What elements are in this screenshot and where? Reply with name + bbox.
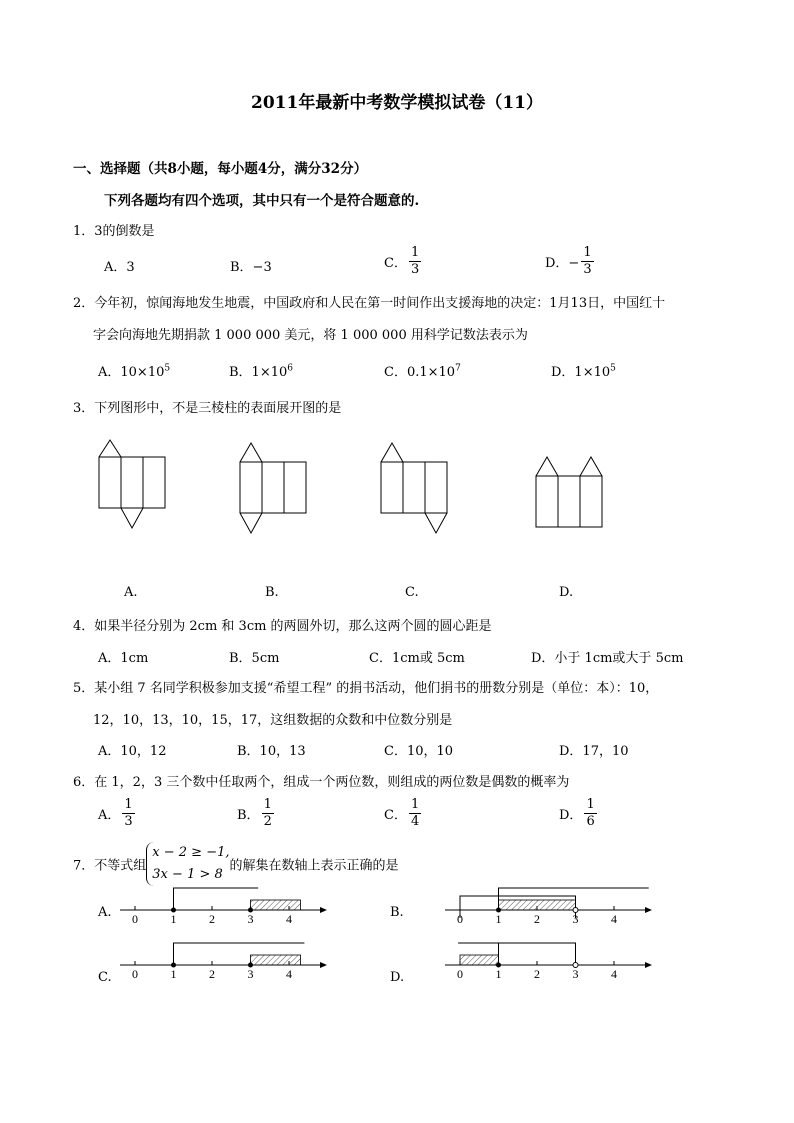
q6-stem: 6．在 1，2，3 三个数中任取两个，组成一个两位数，则组成的两位数是偶数的概率为 <box>73 775 570 790</box>
q2-stem-line2: 字会向海地先期捐款 1 000 000 美元，将 1 000 000 用科学记数法表示为 <box>93 328 528 343</box>
tick-label: 3 <box>247 912 254 926</box>
tick-label: 0 <box>457 967 463 981</box>
q3-label-d: D. <box>559 585 574 600</box>
q3-label-b: B. <box>265 585 279 600</box>
q3-figure-d <box>532 452 612 532</box>
q1-option-b: B．−3 <box>230 260 272 275</box>
tick-label: 3 <box>247 967 254 981</box>
tick-label: 4 <box>286 912 292 926</box>
tick-label: 1 <box>495 967 502 981</box>
q7-label-a: A. <box>98 905 112 920</box>
tick-label: 2 <box>209 967 215 981</box>
q7-numberline-a <box>120 880 330 930</box>
q7-stem: 7．不等式组 x − 2 ≥ −1, 3x − 1 > 8 的解集在数轴上表示正确的是 <box>73 842 399 886</box>
page-title: 2011年最新中考数学模拟试卷（11） <box>251 93 543 113</box>
q4-option-b: B．5cm <box>229 651 280 666</box>
q2-stem-line1: 2．今年初，惊闻海地发生地震，中国政府和人民在第一时间作出支援海地的决定：1月13日，中国红十 <box>73 296 666 311</box>
q3-figure-a <box>95 440 175 535</box>
q3-label-a: A. <box>124 585 138 600</box>
q5-option-b: B．10，13 <box>237 744 306 759</box>
tick-label: 1 <box>495 912 502 926</box>
q7-label-d: D. <box>390 970 405 985</box>
q4-stem: 4．如果半径分别为 2cm 和 3cm 的两圆外切，那么这两个圆的圆心距是 <box>73 619 492 634</box>
q5-stem-line2: 12，10，13，10，15，17，这组数据的众数和中位数分别是 <box>93 713 453 728</box>
section-instruction: 下列各题均有四个选项，其中只有一个是符合题意的. <box>104 193 420 209</box>
q2-option-d: D．$1\times 10^5$ <box>551 363 616 380</box>
q3-stem: 3．下列图形中，不是三棱柱的表面展开图的是 <box>73 401 342 416</box>
tick-label: 0 <box>457 912 463 926</box>
q6-option-c: C． $\frac{1}{4}$ <box>384 797 420 829</box>
tick-label: 2 <box>534 967 540 981</box>
tick-label: 1 <box>170 967 177 981</box>
q6-option-a: A． $\frac{1}{3}$ <box>98 797 133 829</box>
q7-numberline-b <box>445 880 655 930</box>
q5-option-c: C．10，10 <box>384 744 454 759</box>
q7-numberline-d <box>445 935 655 985</box>
q2-option-c: C．$0.1\times 10^7$ <box>384 363 461 380</box>
tick-label: 2 <box>534 912 540 926</box>
tick-label: 0 <box>132 912 138 926</box>
q6-option-b: B． $\frac{1}{2}$ <box>237 797 272 829</box>
q4-option-a: A．1cm <box>98 651 149 666</box>
inequality-system: x − 2 ≥ −1, 3x − 1 > 8 <box>146 842 229 886</box>
q1-option-d: D．− $\frac{1}{3}$ <box>545 245 592 277</box>
q1-option-a: A．3 <box>104 260 135 275</box>
q7-label-b: B. <box>390 905 404 920</box>
q2-option-b: B．$1\times 10^6$ <box>229 363 293 380</box>
q6-option-d: D． $\frac{1}{6}$ <box>559 797 595 829</box>
tick-label: 4 <box>611 967 617 981</box>
q5-stem-line1: 5．某小组 7 名同学积极参加支援“希望工程” 的捐书活动，他们捐书的册数分别是（单位：本）：10， <box>73 681 659 696</box>
q4-option-d: D．小于 1cm或大于 5cm <box>531 651 684 666</box>
q5-option-a: A．10，12 <box>98 744 167 759</box>
q7-numberline-c <box>120 935 330 985</box>
q3-figure-c <box>377 440 457 540</box>
tick-label: 2 <box>209 912 215 926</box>
tick-label: 4 <box>611 912 617 926</box>
q5-option-d: D．17，10 <box>559 744 629 759</box>
tick-label: 4 <box>286 967 292 981</box>
q3-label-c: C. <box>405 585 419 600</box>
q1-option-c: C． $\frac{1}{3}$ <box>384 245 420 277</box>
q2-option-a: A．$10\times 10^5$ <box>98 363 171 380</box>
section-heading: 一、选择题（共8小题，每小题4分，满分32分） <box>73 161 368 177</box>
tick-label: 3 <box>572 912 579 926</box>
tick-label: 3 <box>572 967 579 981</box>
q4-option-c: C．1cm或 5cm <box>369 651 465 666</box>
tick-label: 0 <box>132 967 138 981</box>
q7-label-c: C. <box>98 970 112 985</box>
tick-label: 1 <box>170 912 177 926</box>
q3-figure-b <box>236 440 316 545</box>
q1-stem: 1．3的倒数是 <box>73 224 155 239</box>
